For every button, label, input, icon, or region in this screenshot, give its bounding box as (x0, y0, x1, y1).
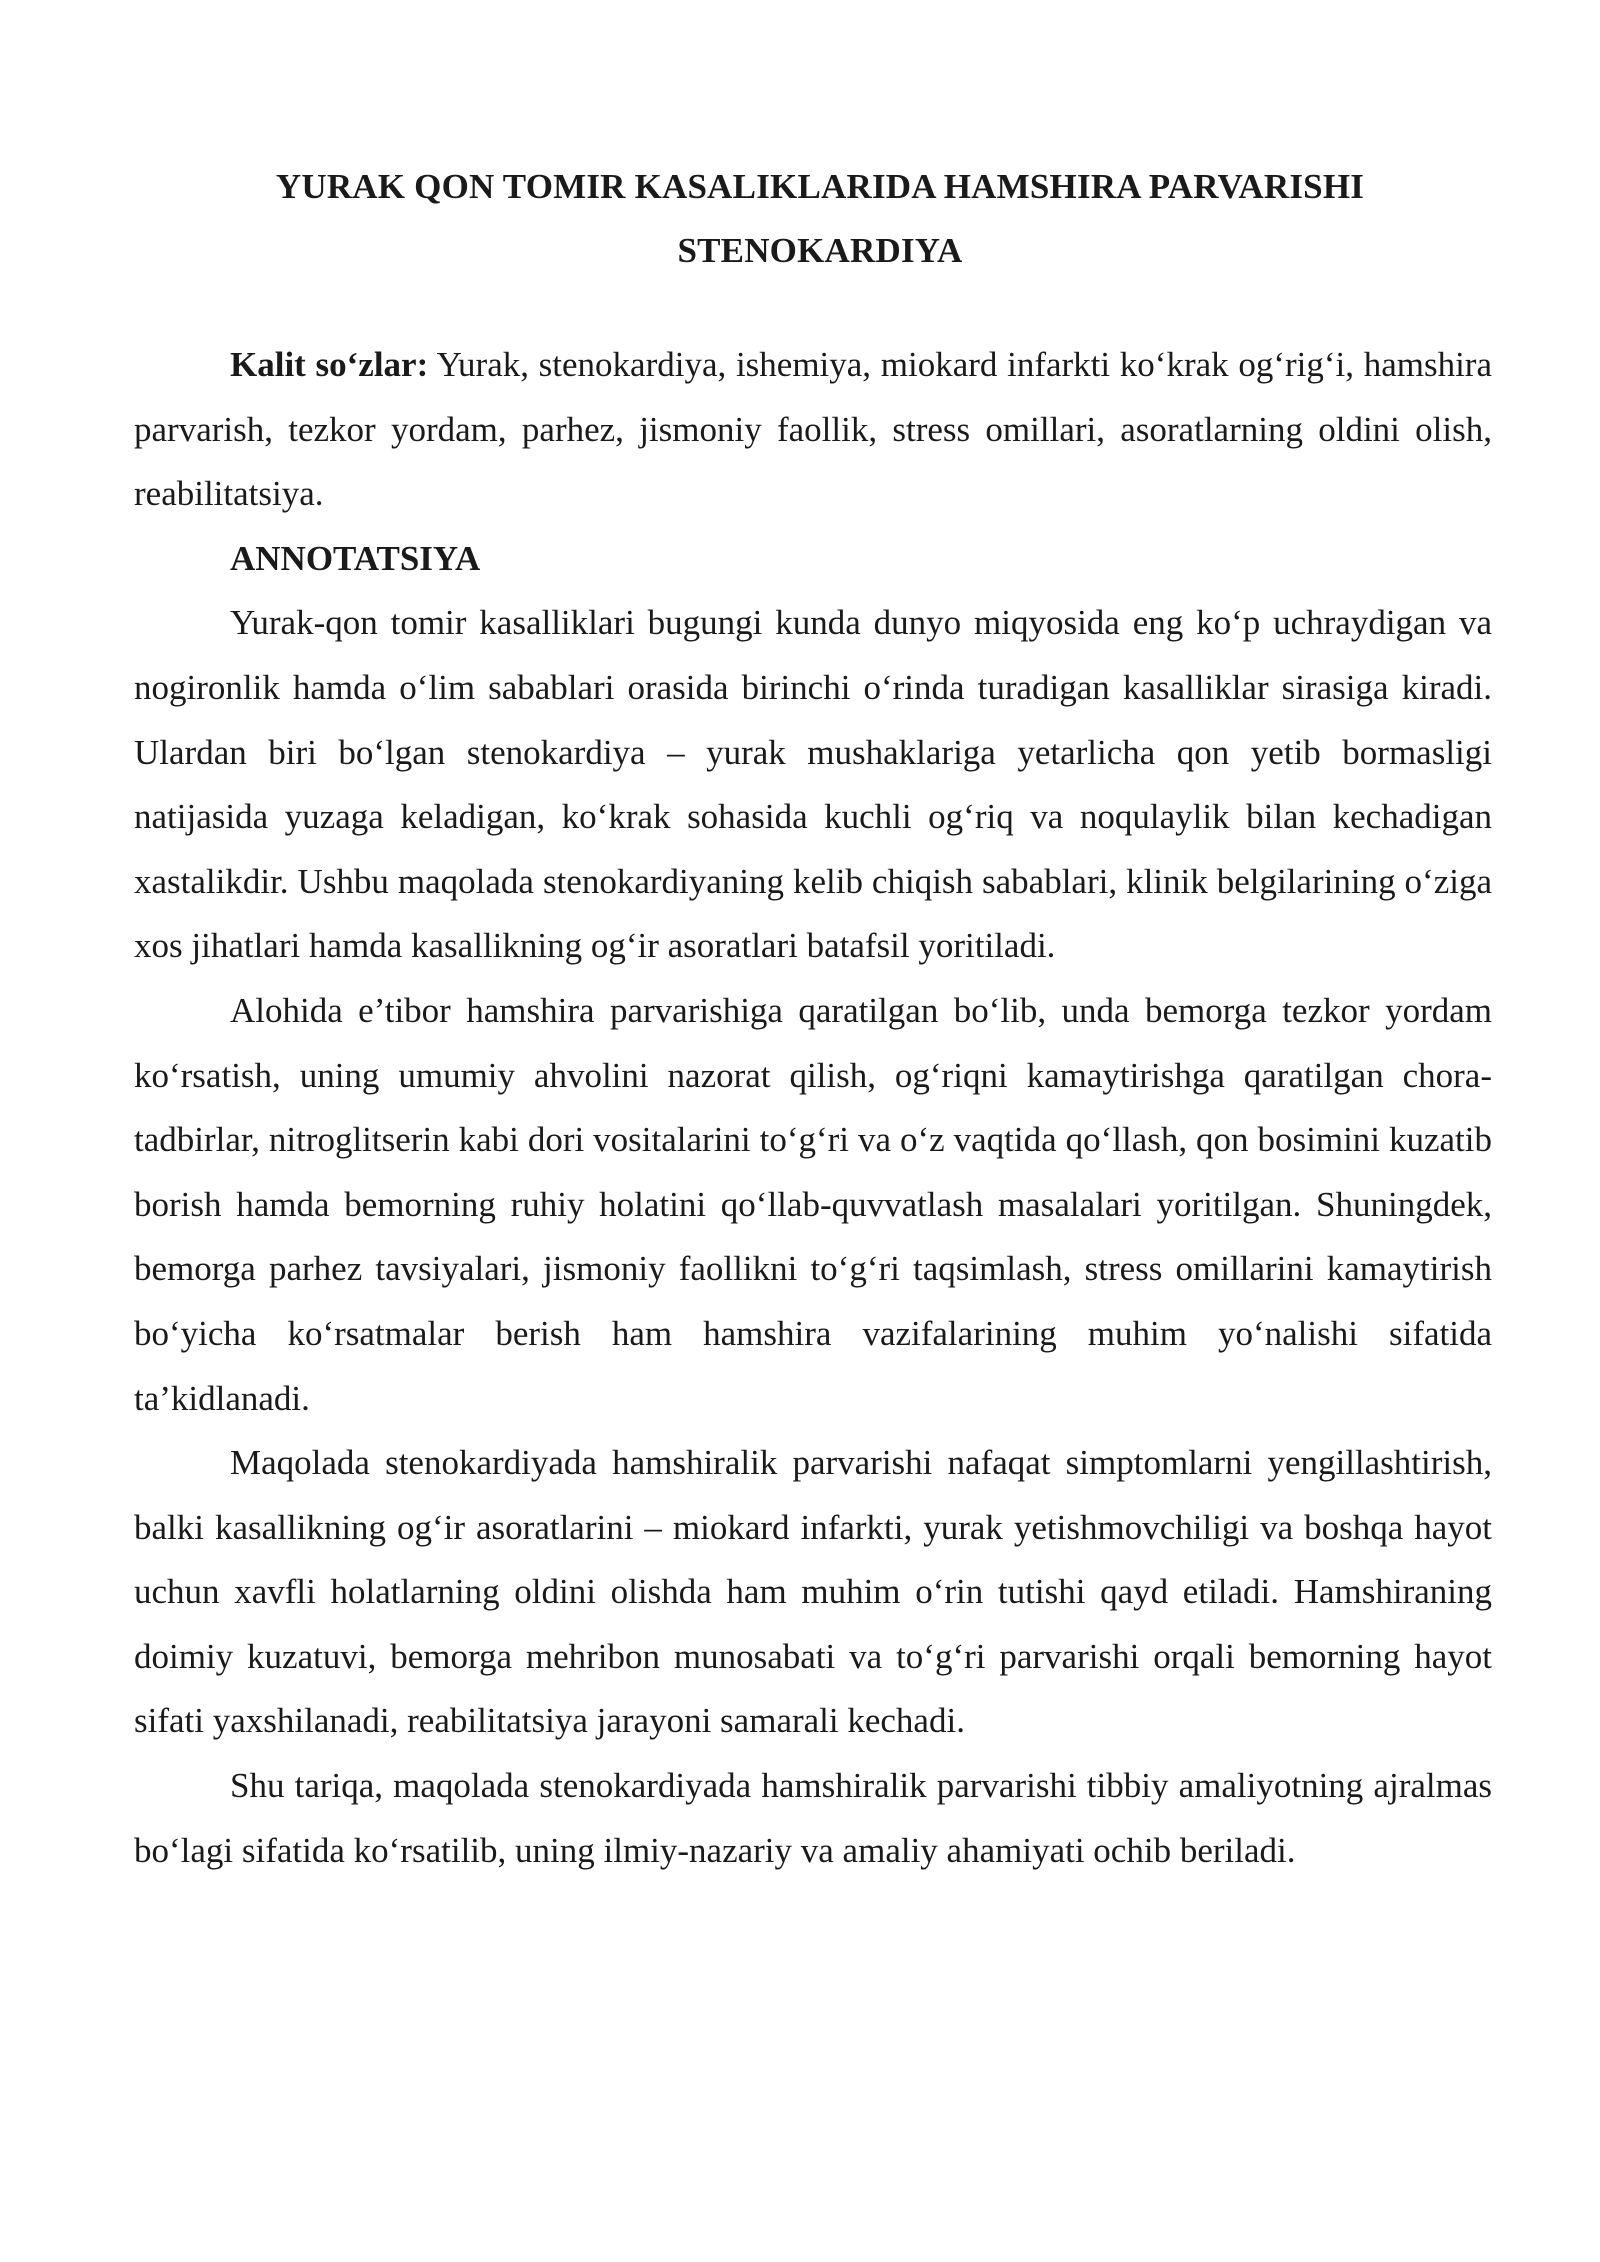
body-paragraph-4: Shu tariqa, maqolada stenokardiyada hamshiralik parvarishi tibbiy amaliyotning ajralmas bo‘lagi sifatida ko‘rsatilib, uning ilmiy-nazariy va amaliy ahamiyati ochib beriladi. (134, 1766, 1492, 1870)
body-paragraph-1: Yurak-qon tomir kasalliklari bugungi kunda dunyo miqyosida eng ko‘p uchraydigan va nogironlik hamda o‘lim sabablari orasida birinchi o‘rinda turadigan kasalliklar sirasiga kiradi. Ulardan biri bo‘lgan stenokardiya – yurak mushaklariga yetarlicha qon yetib bormasligi natijasida yuzaga keladigan, ko‘krak sohasida kuchli og‘riq va noqulaylik bilan kechadigan xastalikdir. Ushbu maqolada stenokardiyaning kelib chiqish sabablari, klinik belgilarining o‘ziga xos jihatlari hamda kasallikning og‘ir asoratlari batafsil yoritiladi. (134, 603, 1492, 966)
title-line-2: STENOKARDIYA (677, 231, 963, 270)
section-heading-annotatsiya: ANNOTATSIYA (230, 538, 481, 578)
title-line-1: YURAK QON TOMIR KASALIKLARIDA HAMSHIRA PARVARISHI (275, 167, 1365, 206)
document-body (134, 333, 1492, 1883)
keywords-paragraph (134, 333, 1492, 527)
body-paragraph-3: Maqolada stenokardiyada hamshiralik parvarishi nafaqat simptomlarni yengillashtirish, balki kasallikning og‘ir asoratlarini – miokard infarkti, yurak yetishmovchiligi va boshqa hayot uchun xavfli holatlarning oldini olishda ham muhim o‘rin tutishi qayd etiladi. Hamshiraning doimiy kuzatuvi, bemorga mehribon munosabati va to‘g‘ri parvarishi orqali bemorning hayot sifati yaxshilanadi, reabilitatsiya jarayoni samarali kechadi. (134, 1443, 1492, 1741)
keywords-text: Yurak, stenokardiya, ishemiya, miokard infarkti ko‘krak og‘rig‘i, hamshira parvarish, tezkor yordam, parhez, jismoniy faollik, stress omillari, asoratlarning oldini olish, reabilitatsiya. (134, 345, 1492, 514)
body-paragraph-2: Alohida e’tibor hamshira parvarishiga qaratilgan bo‘lib, unda bemorga tezkor yordam ko‘rsatish, uning umumiy ahvolini nazorat qilish, og‘riqni kamaytirishga qaratilgan chora-tadbirlar, nitroglitserin kabi dori vositalarini to‘g‘ri va o‘z vaqtida qo‘llash, qon bosimini kuzatib borish hamda bemorning ruhiy holatini qo‘llab-quvvatlash masalalari yoritilgan. Shuningdek, bemorga parhez tavsiyalari, jismoniy faollikni to‘g‘ri taqsimlash, stress omillarini kamaytirish bo‘yicha ko‘rsatmalar berish ham hamshira vazifalarining muhim yo‘nalishi sifatida ta’kidlanadi. (134, 990, 1492, 1418)
document-title (150, 155, 1490, 283)
keywords-label: Kalit so‘zlar: (230, 345, 429, 384)
